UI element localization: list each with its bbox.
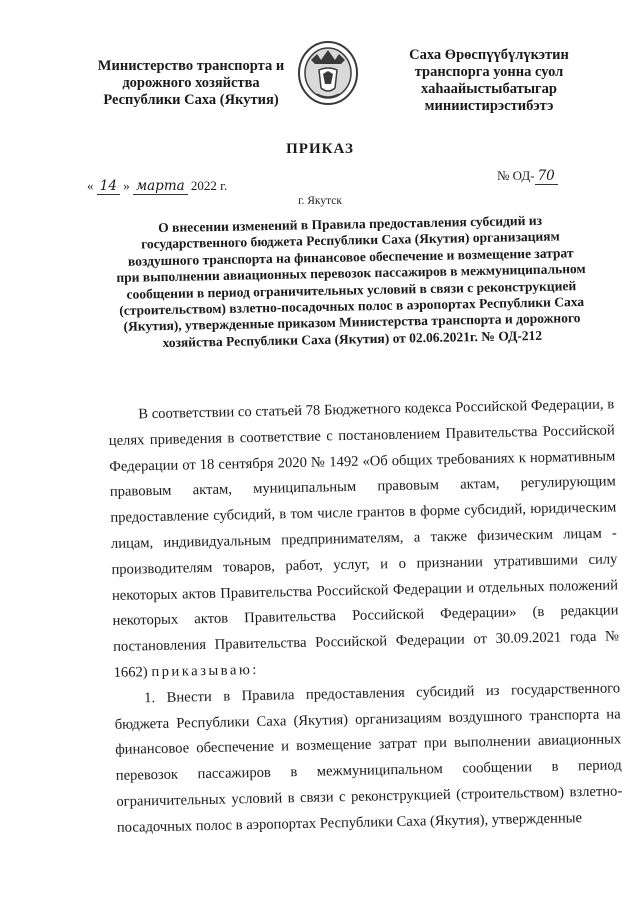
document-title: О внесении изменений в Правила предоставления субсидий из государственного бюджета Республики Саха (Якутия) организациям воздушного транспорта на финансовое обеспечение и возмещение затрат при выполнении авиационных перевозок пассажиров в межмуниципальном сообщении в период ограничительных условий в связи с реконструкцией (строительством) взлетно-посадочных полос в аэропортах Республики Саха (Якутия), утвержденные приказом Министерства транспорта и дорожного хозяйства Республики Саха (Якутия) от 02.06.2021г. № ОД-212 bbox=[116, 212, 586, 350]
order-heading: ПРИКАЗ bbox=[286, 141, 354, 157]
order-number bbox=[497, 168, 558, 184]
order-city: г. Якутск bbox=[298, 195, 342, 207]
preamble-paragraph bbox=[108, 392, 620, 686]
date-open-quote: « bbox=[87, 178, 94, 193]
date-close-quote: » bbox=[123, 178, 130, 193]
date-day: 14 bbox=[97, 178, 120, 195]
item-1-paragraph: 1. Внести в Правила предоставления субсидий из государственного бюджета Республики Саха (Якутия) организациям воздушного транспорта на финансовое обеспечение и возмещение затрат при выполнении авиационных перевозок пассажиров в межмуниципальном сообщении в период ограничительных условий в связи с реконструкцией (строительством) взлетно-посадочных полос в аэропортах Республики Саха (Якутия), утвержденные bbox=[114, 680, 623, 836]
ministry-name-sakha: Саха Өрөспүүбүлүкэтин транспорга уонна суол хаһаайыстыбатыгар миниистирэстибэтэ bbox=[409, 47, 569, 114]
date-year: 2022 г. bbox=[190, 178, 228, 193]
date-month: марта bbox=[133, 178, 188, 195]
preamble-text: В соответствии со статьей 78 Бюджетного кодекса Российской Федерации, в целях приведения в соответствие с постановлением Правительства Российской Федерации от 18 сентября 2020 № 1492 «Об общих требованиях к нормативным правовым актам, муниципальным правовым актам, регулирующим предоставление субсидий, в том числе грантов в форме субсидий, юридическим лицам, индивидуальным предпринимателям, а также физическим лицам - производителям товаров, работ, услуг, и о признании утратившими силу некоторых актов Правительства Российской Федерации и отдельных положений некоторых актов Правительства Российской Федерации» (в редакции постановления Правительства Российской Федерации от 30.09.2021 года № 1662) bbox=[108, 396, 620, 681]
order-date bbox=[87, 178, 227, 194]
command-word: приказываю: bbox=[151, 661, 259, 681]
sakha-coat-of-arms-icon bbox=[297, 40, 359, 106]
ministry-name-russian: Министерство транспорта и дорожного хозяйства Республики Саха (Якутия) bbox=[97, 58, 285, 108]
document-body bbox=[108, 392, 623, 841]
order-number-prefix: № ОД- bbox=[497, 168, 535, 183]
order-number-value: 70 bbox=[535, 168, 558, 185]
